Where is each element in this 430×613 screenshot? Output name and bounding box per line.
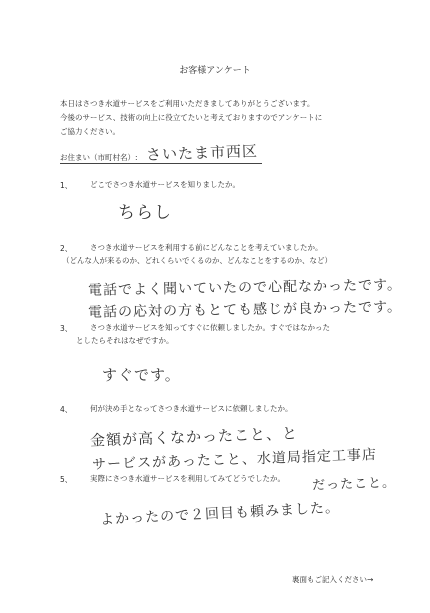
question-number: 4、 [60,405,73,414]
question-text: 実際にさつき水道サービスを利用してみてどうでしたか。 [90,474,285,483]
question-number: 1、 [60,181,73,190]
answer-text: 金額が高くなかったこと、と [89,424,299,450]
answer-text: よかったので２回目も頼みました。 [99,499,341,529]
question-text: としたらそれはなぜですか。 [76,336,174,345]
intro-line: 今後のサービス、技術の向上に役立てたいと考えておりますのでアンケートに [60,113,323,122]
answer-text: ちらし [118,203,172,223]
answer-text: サービスがあったこと、水道局指定工事店 [91,447,378,473]
answer-text: だったこと。 [311,475,397,494]
question-text: どこでさつき水道サービスを知りましたか。 [90,180,240,189]
address-value: さいたま市西区 [145,142,259,164]
answer-text: 電話の応対の方もとても感じが良かったです。 [87,299,403,321]
question-number: 2、 [60,244,73,253]
address-label: お住まい（市町村名）: [60,153,138,162]
footer-note: 裏面もご記入ください→ [292,575,374,584]
intro-line: ご協力ください。 [60,127,120,136]
question-text: （どんな人が来るのか、どれくらいでくるのか、どんなことをするのか、など） [62,256,332,265]
question-number: 5、 [60,475,73,484]
question-text: 何が決め手となってさつき水道サービスに依頼しましたか。 [90,404,293,413]
address-underline [60,163,262,164]
survey-title: お客様アンケート [179,66,251,76]
answer-text: 電話でよく聞いていたので心配なかったです。 [87,277,403,299]
question-number: 3、 [60,324,73,333]
question-text: さつき水道サービスを知ってすぐに依頼しましたか。すぐではなかった [90,323,330,332]
question-text: さつき水道サービスを利用する前にどんなことを考えていましたか。 [90,243,323,252]
intro-line: 本日はさつき水道サービスをご利用いただきましてありがとうございます。 [60,99,315,108]
answer-text: すぐです。 [102,366,181,384]
